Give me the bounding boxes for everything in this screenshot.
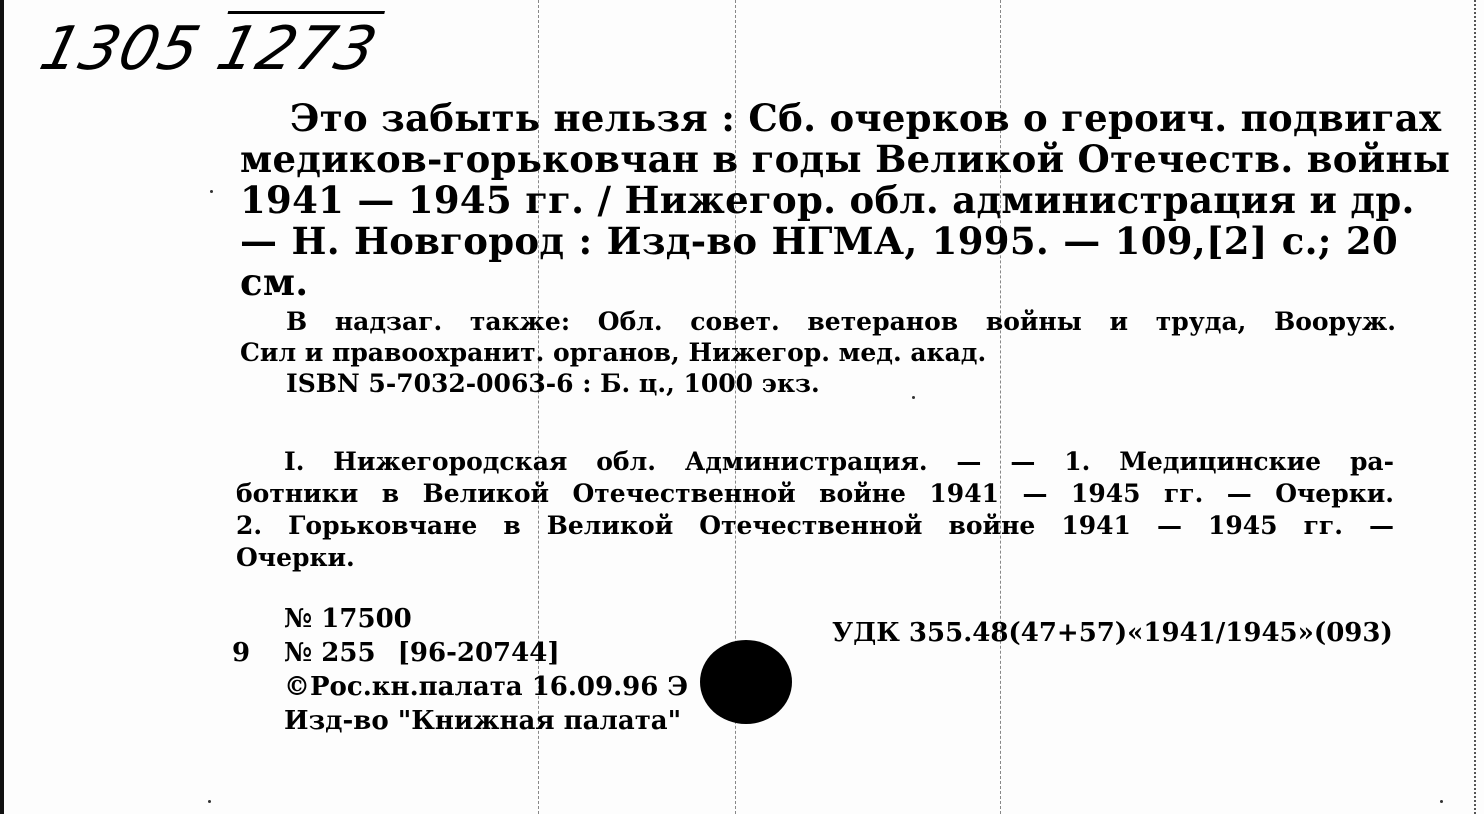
subject-headings	[236, 446, 1394, 574]
bracket-number: [96-20744]	[397, 638, 560, 668]
note-line: В надзаг. также: Обл. совет. ветеранов войны и труда, Вооруж.	[286, 307, 1396, 336]
title-line: 1941 — 1945 гг. / Нижегор. обл. администрация и др.	[240, 178, 1415, 222]
scan-speck	[210, 190, 213, 193]
handwritten-call-number	[33, 14, 384, 84]
udk-code: УДК 355.48(47+57)«1941/1945»(093)	[832, 618, 1393, 648]
bibliographic-notes	[240, 306, 1396, 399]
scan-speck	[1440, 800, 1443, 803]
bibliographic-title	[240, 96, 1451, 304]
subject-line: 2. Горьковчане в Великой Отечественной войне 1941 — 1945 гг. —	[236, 511, 1394, 540]
scan-edge-left	[0, 0, 4, 814]
title-line: см.	[240, 260, 309, 304]
subject-line: ботники в Великой Отечественной войне 1941 — 1945 гг. — Очерки.	[236, 479, 1394, 508]
record-number: № 255	[284, 638, 376, 668]
handwritten-number-part1: 1305	[33, 14, 208, 84]
scan-speck	[208, 800, 211, 803]
record-numbers	[232, 602, 688, 738]
title-line: — Н. Новгород : Изд-во НГМА, 1995. — 109,[2] с.; 20	[240, 219, 1398, 263]
scan-edge-right	[1474, 0, 1478, 814]
note-line: Сил и правоохранит. органов, Нижегор. мед. акад.	[240, 338, 987, 367]
ink-blot	[700, 640, 792, 724]
title-line: Это забыть нельзя : Сб. очерков о героич. подвигах	[290, 96, 1442, 140]
record-prefix: 9	[232, 638, 251, 668]
isbn-line: ISBN 5-7032-0063-6 : Б. ц., 1000 экз.	[286, 369, 820, 398]
handwritten-number-part2: 1273	[210, 14, 385, 84]
title-line: медиков-горьковчан в годы Великой Отечеств. войны	[240, 137, 1451, 181]
publisher-line: Изд-во "Книжная палата"	[284, 706, 682, 736]
book-chamber-stamp: ©Рос.кн.палата 16.09.96	[284, 672, 659, 702]
scan-speck	[912, 396, 915, 399]
book-chamber-suffix: Э	[667, 672, 689, 702]
subject-line: Очерки.	[236, 543, 355, 572]
subject-line: I. Нижегородская обл. Администрация. — — 1. Медицинские ра-	[284, 447, 1394, 476]
record-number: № 17500	[284, 604, 412, 634]
